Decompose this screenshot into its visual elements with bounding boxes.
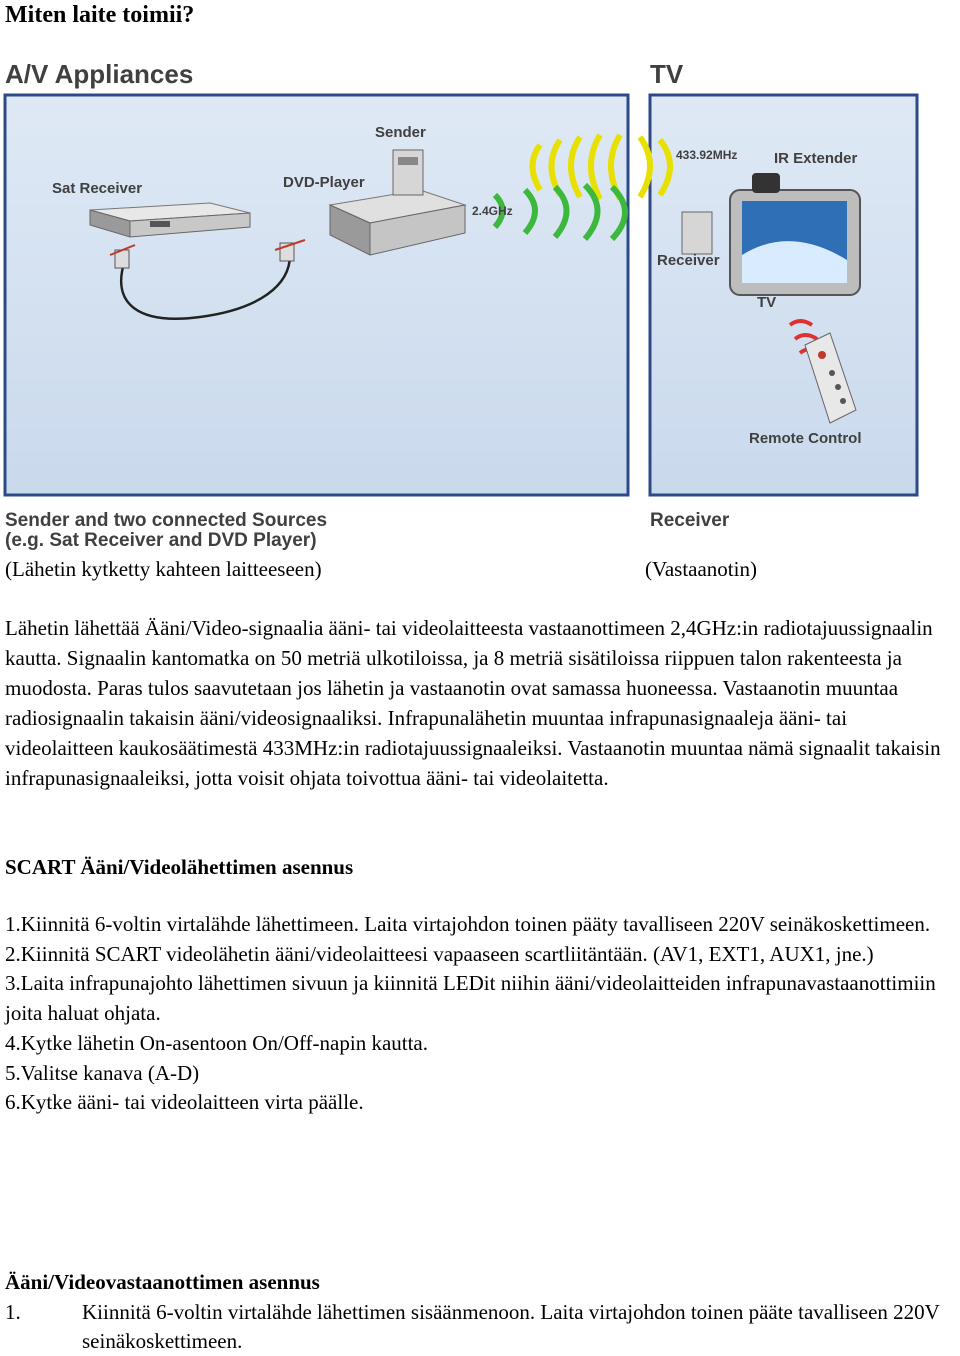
figure-bottom-right: Receiver xyxy=(650,510,730,531)
receiver-device xyxy=(682,212,712,254)
label-freq-24: 2.4GHz xyxy=(472,204,513,218)
section2-heading: Ääni/Videovastaanottimen asennus xyxy=(5,1270,320,1294)
step-item: 1.Kiinnitä 6-voltin virtalähde lähettimeen. Laita virtajohdon toinen pääty tavalliseen 220V seinäkoskettimeen. xyxy=(5,912,931,936)
label-sender: Sender xyxy=(375,124,426,141)
list-item-number: 1. xyxy=(5,1300,21,1324)
caption-right: (Vastaanotin) xyxy=(645,557,757,581)
panel-left-title: A/V Appliances xyxy=(5,59,194,89)
step-item: 5.Valitse kanava (A-D) xyxy=(5,1060,200,1085)
intro-paragraph: Lähetin lähettää Ääni/Video-signaalia ääni- tai videolaitteesta vastaanottimeen 2,4GHz:in radiotajuussignaalin kautta. Signaalin kantomatka on 50 metriä ulkotiloissa, ja 8 metriä sisätiloissa riippuen talon rakenteesta ja muodosta. Paras tulos saavutetaan jos lähetin ja vastaanotin ovat samassa huoneessa. Vastaanotin muuntaa radiosignaalin takaisin ääni/videosignaaliksi. Infrapunalähetin muuntaa infrapunasignaaleja ääni- tai videolaitteen kaukosäätimestä 433MHz:in radiotajuussignaaleiksi. Vastaanotin muuntaa nämä signaalit takaisin infrapunasignaaleiksi, jotta voisit ohjata toivottua ääni- tai videolaitetta. xyxy=(5,616,941,790)
step-item: 6.Kytke ääni- tai videolaitteen virta päälle. xyxy=(5,1090,364,1115)
step-item: 2.Kiinnitä SCART videolähetin ääni/videolaitteesi vapaaseen scartliitäntään. (AV1, EXT1, AUX1, jne.) xyxy=(5,941,874,966)
tv-device xyxy=(730,173,860,295)
figure-bottom-left-line2: (e.g. Sat Receiver and DVD Player) xyxy=(5,530,317,551)
label-receiver: Receiver xyxy=(657,252,720,269)
av-diagram xyxy=(0,55,922,555)
label-ir-extender: IR Extender xyxy=(774,150,858,167)
page-title: Miten laite toimii? xyxy=(5,2,195,28)
label-sat-receiver: Sat Receiver xyxy=(52,180,143,197)
label-freq-433: 433.92MHz xyxy=(676,148,738,162)
panel-right-title: TV xyxy=(650,59,684,89)
label-remote-control: Remote Control xyxy=(749,430,862,447)
step-item: 4.Kytke lähetin On-asentoon On/Off-napin kautta. xyxy=(5,1030,429,1055)
list-item-text: Kiinnitä 6-voltin virtalähde lähettimen sisäänmenoon. Laita virtajohdon toinen pääte tavalliseen 220V seinäkoskettimeen. xyxy=(82,1300,940,1353)
caption-left: (Lähetin kytketty kahteen laitteeseen) xyxy=(5,557,322,581)
step-item: 3.Laita infrapunajohto lähettimen sivuun ja kiinnitä LEDit niihin ääni/videolaitteiden infrapunavastaanottimiin joita haluat ohjata. xyxy=(5,971,936,1026)
section1-steps xyxy=(5,910,955,1118)
figure-bottom-left-line1: Sender and two connected Sources xyxy=(5,510,328,531)
label-dvd-player: DVD-Player xyxy=(283,174,365,191)
label-tv: TV xyxy=(757,294,777,311)
sender-device xyxy=(393,150,423,195)
section1-heading: SCART Ääni/Videolähettimen asennus xyxy=(5,855,354,879)
